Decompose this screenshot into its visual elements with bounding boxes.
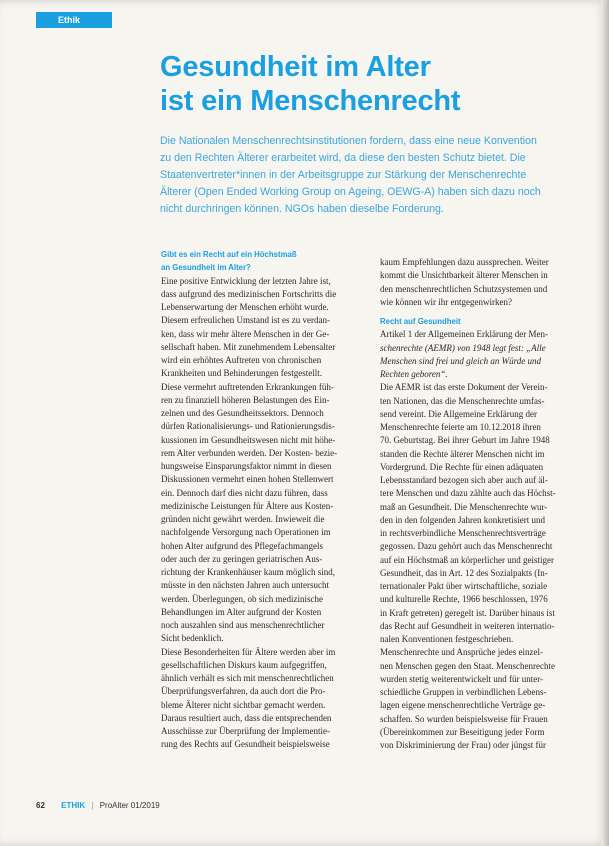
text-line: werden. Überlegungen, ob sich medizinische	[161, 593, 323, 604]
title-line: ist ein Menschenrecht	[160, 85, 461, 117]
article-lead	[160, 133, 586, 218]
text-line: Die AEMR ist das erste Dokument der Verein-	[380, 382, 548, 393]
text-line: (Übereinkommen zur Beseitigung jeder Form	[380, 726, 545, 737]
text-line: wird ein erhöhtes Auftreten von chronischen	[161, 355, 322, 365]
text-line: Ausschüsse zur Überprüfung der Implementie-	[161, 726, 330, 736]
text-line: Rechten geboren“.	[380, 369, 448, 379]
text-line: rung des Rechts auf Gesundheit beispielsweise	[161, 739, 330, 750]
text-line: das Recht auf Gesundheit in weiteren internatio-	[380, 620, 555, 631]
footer-brand: ETHIK	[61, 801, 86, 810]
text-line: rem Alter verbunden werden. Der Kosten- bezie-	[161, 447, 338, 458]
text-line: Überprüfungsverfahren, da auch dort die Pro-	[161, 686, 326, 697]
text-line: Diesem erfreulichen Umstand ist es zu verdan-	[161, 315, 330, 326]
text-line: oder auch der zu geringen geriatrischen Aus-	[161, 553, 323, 564]
lead-line: Älterer (Open Ended Working Group on Ageing, OEWG-A) haben sich dazu noch	[160, 186, 541, 198]
text-line: Lebenserwartung der Menschen erhöht wurde.	[161, 302, 329, 312]
lead-line: nicht durchringen können. NGOs haben dieselbe Forderung.	[160, 203, 444, 215]
text-line: Sicht bedenklich.	[161, 633, 224, 644]
text-line: schaffen. So wurden beispielsweise für Frauen	[380, 713, 548, 724]
footer-issue: ProAlter 01/2019	[99, 801, 160, 810]
text-line: standen die Rechte älterer Menschen nicht im	[380, 448, 545, 459]
text-line: Menschenrechte und Ansprüche jedes einzel-	[380, 647, 543, 658]
text-line: schenrechte (AEMR) von 1948 legt fest: „Alle	[380, 342, 546, 353]
left-subheading: Gibt es ein Recht auf ein Höchstmaß	[161, 250, 297, 259]
text-line: Lebensstandard bezogen sich aber auch auf äl-	[380, 475, 548, 485]
text-line: Diese Besonderheiten für Ältere werden aber im	[161, 646, 336, 657]
text-line: nalen Konventionen festgeschrieben.	[380, 634, 514, 644]
text-line: gegossen. Dazu gehört auch das Menschenrecht	[380, 541, 553, 552]
footer-separator: |	[91, 801, 94, 810]
right-subheading: Recht auf Gesundheit	[380, 317, 461, 326]
text-line: Diese vermehrt auftretenden Erkrankungen füh-	[161, 381, 334, 392]
text-line: zelnen und des Gesundheitssektors. Dennoch	[161, 408, 324, 418]
text-line: in Kraft getreten) geregelt ist. Darüber hinaus ist	[380, 607, 555, 618]
text-line: ren zu finanziell höheren Belastungen des Ein-	[161, 394, 330, 405]
section-tag: Ethik	[36, 12, 112, 28]
text-line: ten Nationen, das die Menschenrechte umfas-	[380, 395, 545, 406]
text-line: hohen Alter aufgrund des Pflegefachmangels	[161, 540, 323, 551]
text-line: kommt die Unsichtbarkeit älterer Menschen in	[380, 270, 548, 281]
text-line: Daraus resultiert auch, dass die entsprechenden	[161, 712, 332, 723]
text-line: wurden stetig weiterentwickelt und für unter-	[380, 673, 544, 684]
text-line: Diskussionen vermehrt einen hohen Stellenwert	[161, 474, 334, 485]
text-line: den in den folgenden Jahren konkretisiert und	[380, 514, 545, 525]
text-line: noch auszahlen sind aus menschenrechtlicher	[161, 620, 325, 630]
title-line: Gesundheit im Alter	[160, 51, 431, 83]
text-line: müsste in den nächsten Jahren auch untersucht	[161, 580, 329, 591]
text-line: nachfolgende Versorgung nach Operationen im	[161, 527, 331, 538]
text-line: gründen nicht gewährt werden. Inwieweit die	[161, 514, 325, 524]
left-column	[161, 248, 366, 752]
text-line: den menschenrechtlichen Schutzsystemen und	[380, 283, 548, 294]
page-number: 62	[36, 801, 45, 810]
page-footer	[36, 801, 160, 810]
text-line: bleme Älterer nicht sichtbar gemacht werden.	[161, 699, 326, 710]
text-line: ein. Dennoch darf dies nicht dazu führen, dass	[161, 487, 328, 498]
text-line: 70. Geburtstag. Bei ihrer Geburt im Jahre 1948	[380, 435, 550, 446]
text-line: maß an Gesundheit. Die Menschenrechte wur-	[380, 501, 548, 512]
text-line: Behandlungen im Alter aufgrund der Kosten	[161, 606, 322, 617]
text-line: wie können wir ihr entgegenwirken?	[380, 296, 512, 307]
lead-line: Staatenvertreter*innen in der Arbeitsgruppe zur Stärkung der Menschenrechte	[160, 169, 527, 181]
text-line: in rechtsverbindliche Menschenrechtsverträge	[380, 528, 546, 538]
text-line: ken, dass wir mehr ältere Menschen in der Ge-	[161, 328, 330, 339]
text-line: Krankheiten und Behinderungen festgestellt.	[161, 368, 322, 379]
text-line: tere Menschen und dazu zählte auch das Höchst-	[380, 488, 556, 499]
page-edge-shadow	[601, 0, 609, 846]
text-line: lagen eigene menschenrechtliche Verträge ge-	[380, 700, 546, 711]
text-line: richtung der Krankenhäuser kaum möglich sind,	[161, 567, 335, 577]
text-line: sellschaft haben. Mit zunehmendem Lebensalter	[161, 341, 336, 352]
text-line: kussionen im Gesundheitswesen nicht mit höhe-	[161, 434, 336, 445]
text-line: und kulturelle Rechte, 1966 beschlossen, 1976	[380, 594, 548, 605]
text-line: Vordergrund. Die Rechte für einen adäquaten	[380, 461, 544, 472]
text-line: Gesundheit, das in Art. 12 des Sozialpakts (In-	[380, 567, 548, 578]
text-line: ternationaler Pakt über wirtschaftliche, soziale	[380, 581, 548, 591]
article-title	[160, 50, 580, 118]
left-subheading: an Gesundheit im Alter?	[161, 263, 251, 273]
text-line: Menschen sind frei und gleich an Würde und	[380, 355, 542, 366]
text-line: auf ein Höchstmaß an körperlicher und geistiger	[380, 554, 554, 565]
text-line: hungsweise Einsparungsfaktor nimmt in diesen	[161, 461, 332, 471]
text-line: dürfen Rationalisierungs- und Rationierungsdis-	[161, 421, 335, 432]
text-line: Artikel 1 der Allgemeinen Erklärung der Men-	[380, 329, 548, 340]
text-line: medizinische Leistungen für Ältere aus Kosten-	[161, 500, 334, 511]
text-line: nen Menschen gegen den Staat. Menschenrechte	[380, 660, 555, 671]
text-line: Eine positive Entwicklung der letzten Jahre ist,	[161, 275, 331, 286]
text-line: gesellschaftlichen Diskurs kaum aufgegriffen,	[161, 659, 327, 670]
text-line: ähnlich verhält es sich mit menschenrechtlichen	[161, 673, 334, 683]
text-line: Menschenrechte feierte am 10.12.2018 ihren	[380, 422, 541, 432]
text-line: dass aufgrund des medizinischen Fortschritts die	[161, 288, 337, 299]
lead-line: zu den Rechten Älterer erarbeitet wird, da diese den besten Schutz bietet. Die	[160, 152, 526, 164]
text-line: schiedliche Gruppen in verbindlichen Lebens-	[380, 687, 547, 697]
text-line: von Diskriminierung der Frau) oder jüngst für	[380, 740, 546, 750]
text-line: send vereint. Die Allgemeine Erklärung der	[380, 408, 537, 419]
text-line: kaum Empfehlungen dazu aussprechen. Weiter	[380, 257, 549, 267]
lead-line: Die Nationalen Menschenrechtsinstitutionen fordern, dass eine neue Konvention	[160, 135, 537, 147]
right-column	[380, 256, 585, 752]
